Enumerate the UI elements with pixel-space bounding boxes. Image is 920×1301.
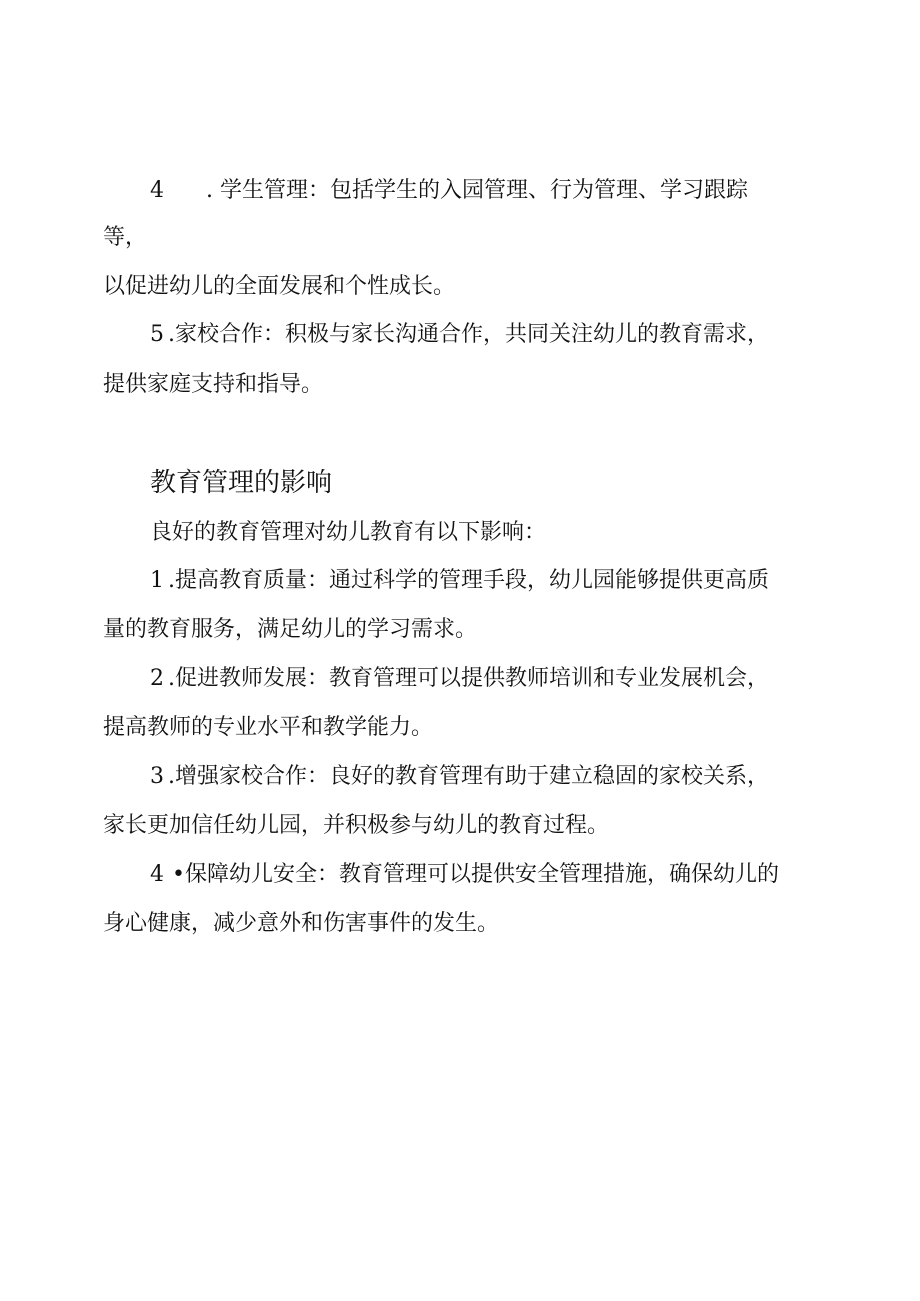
list-item-continuation: 量的教育服务，满足幼儿的学习需求。 xyxy=(103,617,478,642)
list-item-student-management xyxy=(150,176,748,206)
list-item-number: 5 xyxy=(150,322,164,347)
list-item-quality xyxy=(150,566,769,596)
list-item-text: .促进教师发展：教育管理可以提供教师培训和专业发展机会， xyxy=(168,666,769,691)
list-item-number: 4 xyxy=(150,862,164,887)
list-item-continuation: 提高教师的专业水平和教学能力。 xyxy=(103,715,434,740)
list-item-number: 2 xyxy=(150,666,164,691)
list-item-number: 3 xyxy=(150,764,164,789)
list-item-text: . 学生管理：包括学生的入园管理、行为管理、学习跟踪 xyxy=(206,178,748,203)
list-item-cooperation xyxy=(150,762,769,792)
list-item-number: 1 xyxy=(150,568,164,593)
section-intro: 良好的教育管理对幼儿教育有以下影响： xyxy=(150,520,547,545)
list-item-continuation: 等， xyxy=(103,225,148,250)
list-item-number: 4 xyxy=(150,178,164,203)
list-item-continuation: 以促进幼儿的全面发展和个性成长。 xyxy=(103,274,456,299)
list-item-text: .家校合作：积极与家长沟通合作，共同关注幼儿的教育需求， xyxy=(168,322,769,347)
section-heading: 教育管理的影响 xyxy=(150,468,333,498)
list-item-home-school-cooperation xyxy=(150,320,769,350)
list-item-safety xyxy=(150,860,779,890)
list-item-text: •保障幼儿安全：教育管理可以提供安全管理措施，确保幼儿的 xyxy=(172,862,779,887)
list-item-continuation: 家长更加信任幼儿园，并积极参与幼儿的教育过程。 xyxy=(103,813,610,838)
list-item-teacher-development xyxy=(150,664,769,694)
list-item-text: .提高教育质量：通过科学的管理手段，幼儿园能够提供更高质 xyxy=(168,568,769,593)
list-item-continuation: 身心健康，减少意外和伤害事件的发生。 xyxy=(103,911,500,936)
list-item-text: .增强家校合作：良好的教育管理有助于建立稳固的家校关系， xyxy=(168,764,769,789)
list-item-continuation: 提供家庭支持和指导。 xyxy=(103,372,324,397)
